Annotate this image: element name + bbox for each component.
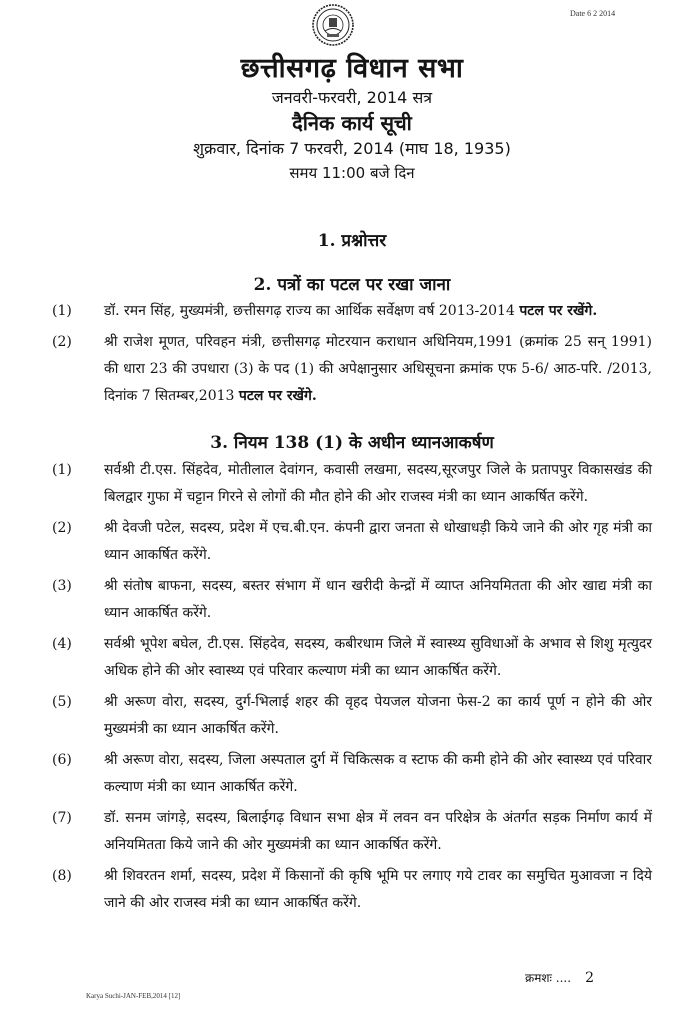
time-line: समय 11:00 बजे दिन [289, 164, 415, 182]
item-text: सर्वश्री भूपेश बघेल, टी.एस. सिंहदेव, सदस्य, कबीरधाम जिले में स्वास्थ्य सुविधाओं के अभाव से शिशु मृत्युदर अधिक होने की ओर स्वास्थ्य एवं परिवार कल्याण मंत्री का ध्यान आकर्षित करेंगे. [104, 636, 652, 679]
list-item [52, 573, 652, 627]
section-title-attention: 3. नियम 138 (1) के अधीन ध्यानआकर्षण [210, 433, 494, 453]
item-number: (3) [52, 578, 72, 594]
section-title-questions: 1. प्रश्नोत्तर [317, 231, 387, 251]
list-item [52, 689, 652, 743]
assembly-emblem-icon [312, 4, 354, 46]
page-number: 2 [585, 970, 594, 986]
list-item [52, 747, 652, 801]
item-text: श्री शिवरतन शर्मा, सदस्य, प्रदेश में किसानों की कृषि भूमि पर लगाए गये टावर का समुचित मुआवजा न दिये जाने की ओर राजस्व मंत्री का ध्यान आकर्षित करेंगे. [104, 868, 652, 911]
document-header [0, 52, 674, 185]
date-stamp: Date 6 2 2014 [570, 9, 616, 18]
attention-list [52, 457, 652, 921]
file-reference: Karya Suchi-JAN-FEB,2014 [12] [86, 992, 181, 1000]
item-text: श्री देवजी पटेल, सदस्य, प्रदेश में एच.बी.एन. कंपनी द्वारा जनता से धोखाधड़ी किये जाने की ओर गृह मंत्री का ध्यान आकर्षित करेंगे. [104, 520, 652, 563]
item-text: श्री अरूण वोरा, सदस्य, दुर्ग-भिलाई शहर की वृहद पेयजल योजना फेस-2 का कार्य पूर्ण न होने की ओर मुख्यमंत्री का ध्यान आकर्षित करेंगे. [104, 694, 652, 737]
item-number: (5) [52, 694, 72, 710]
item-text: डॉ. सनम जांगड़े, सदस्य, बिलाईगढ़ विधान सभा क्षेत्र में लवन वन परिक्षेत्र के अंतर्गत सड़क निर्माण कार्य में अनियमितता किये जाने की ओर मुख्यमंत्री का ध्यान आकर्षित करेंगे. [104, 810, 652, 853]
papers-list [52, 298, 652, 414]
item-number: (6) [52, 752, 72, 768]
item-number: (7) [52, 810, 72, 826]
item-text: सर्वश्री टी.एस. सिंहदेव, मोतीलाल देवांगन, कवासी लखमा, सदस्य,सूरजपुर जिले के प्रतापपुर विकासखंड की बिलद्वार गुफा में चट्टान गिरने से लोगों की मौत होने की ओर राजस्व मंत्री का ध्यान आकर्षित करेंगे. [104, 462, 652, 505]
item-number: (2) [52, 334, 72, 350]
item-text: श्री राजेश मूणत, परिवहन मंत्री, छत्तीसगढ़ मोटरयान कराधान अधिनियम,1991 (क्रमांक 25 सन् 1991) की धारा 23 की उपधारा (3) के पद (1) की अपेक्षानुसार अधिसूचना क्रमांक एफ 5-6/ आठ-परि. /2013, दिनांक 7 सितम्बर,2013 पटल पर रखेंगे. [104, 334, 652, 404]
list-item [52, 329, 652, 410]
agenda-title: दैनिक कार्य सूची [292, 111, 412, 135]
session-label: जनवरी-फरवरी, 2014 सत्र [271, 88, 433, 107]
item-text: डॉ. रमन सिंह, मुख्यमंत्री, छत्तीसगढ़ राज्य का आर्थिक सर्वेक्षण वर्ष 2013-2014 पटल पर रखेंगे. [104, 303, 598, 319]
list-item [52, 515, 652, 569]
item-number: (8) [52, 868, 72, 884]
list-item [52, 863, 652, 917]
item-number: (2) [52, 520, 72, 536]
list-item [52, 805, 652, 859]
date-line: शुक्रवार, दिनांक 7 फरवरी, 2014 (माघ 18, 1935) [193, 139, 511, 158]
section-title-papers: 2. पत्रों का पटल पर रखा जाना [253, 275, 451, 295]
assembly-title: छत्तीसगढ़ विधान सभा [240, 53, 464, 84]
item-number: (1) [52, 303, 72, 319]
list-item [52, 298, 652, 325]
list-item [52, 457, 652, 511]
list-item [52, 631, 652, 685]
continued-marker [525, 969, 594, 986]
item-text: श्री अरूण वोरा, सदस्य, जिला अस्पताल दुर्ग में चिकित्सक व स्टाफ की कमी होने की ओर स्वास्थ्य एवं परिवार कल्याण मंत्री का ध्यान आकर्षित करेंगे. [104, 752, 652, 795]
item-number: (4) [52, 636, 72, 652]
item-text: श्री संतोष बाफना, सदस्य, बस्तर संभाग में धान खरीदी केन्द्रों में व्याप्त अनियमितता की ओर खाद्य मंत्री का ध्यान आकर्षित करेंगे. [104, 578, 652, 621]
continued-label: क्रमशः .... [525, 971, 572, 985]
item-number: (1) [52, 462, 72, 478]
